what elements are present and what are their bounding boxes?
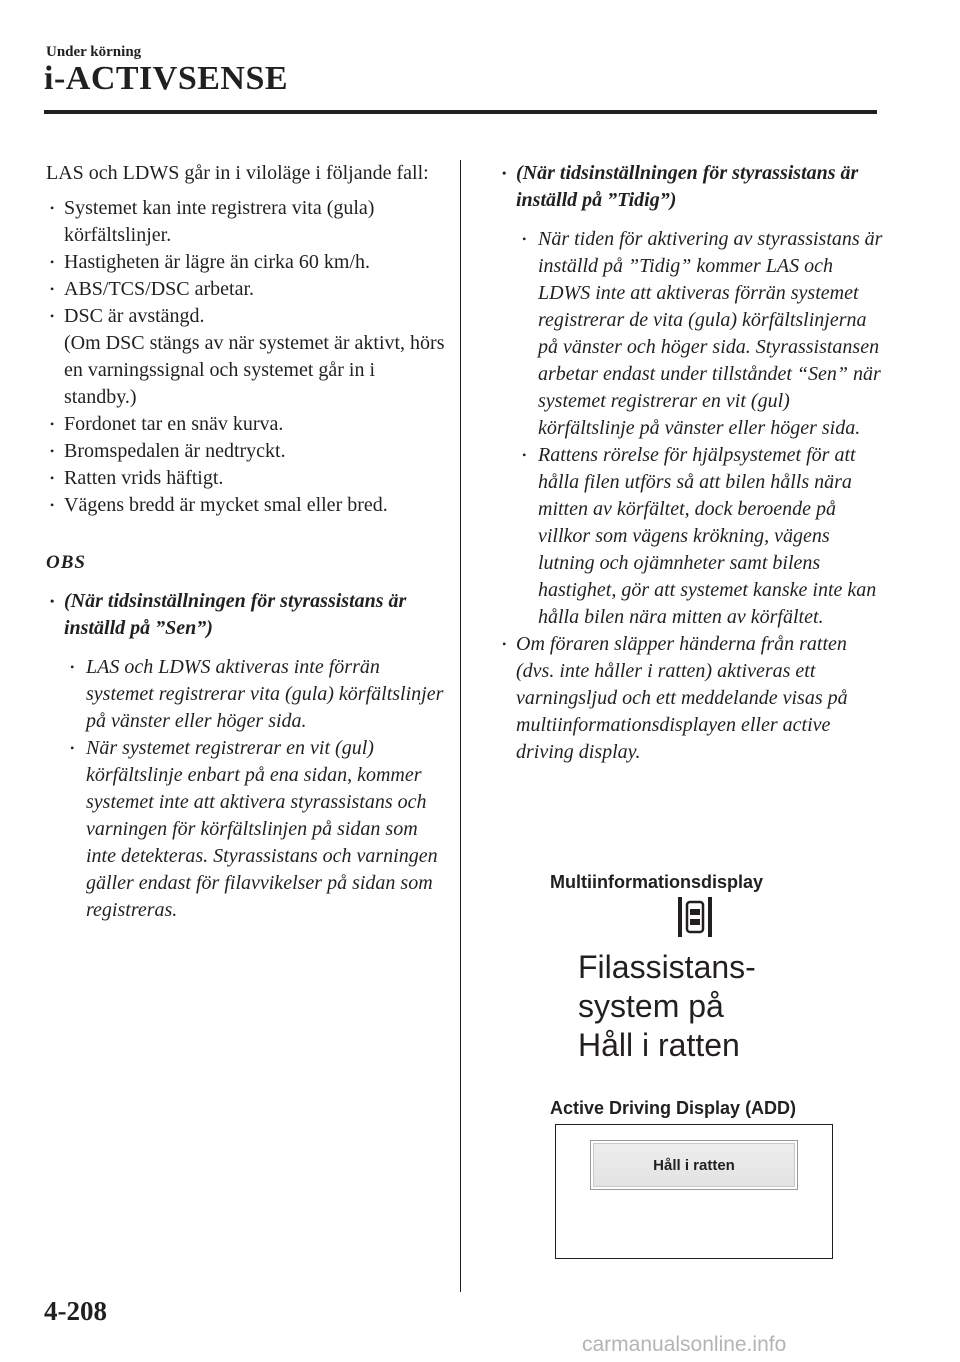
- list-item: • Vägens bredd är mycket smal eller bred.: [46, 492, 446, 519]
- list-item: • ABS/TCS/DSC arbetar.: [46, 276, 446, 303]
- mid-message: [578, 948, 756, 1065]
- list-item: • När tiden för aktivering av styrassistans är inställd på ”Tidig” kommer LAS och LDWS inte att aktiveras förrän systemet registrerar de vita (gula) körfältslinjerna på vänster och höger sida. Styrassistansen arbetar endast under tillståndet “Sen” när systemet registrerar en vit (gul) körfältslinje på vänster eller höger sida.: [518, 226, 883, 442]
- left-column: [46, 160, 446, 924]
- intro-text: LAS och LDWS går in i viloläge i följande fall:: [46, 162, 429, 184]
- list-item: • Hastigheten är lägre än cirka 60 km/h.: [46, 249, 446, 276]
- list-item: • När systemet registrerar en vit (gul) körfältslinje enbart på ena sidan, kommer systemet inte att aktivera styrassistans och varningen för körfältslinjen på sidan som inte detekteras. Styrassistans och varningen gäller endast för filavvikelser på sidan som registreras.: [66, 735, 446, 924]
- mid-message-line: system på: [578, 988, 724, 1024]
- obs-condition: • (När tidsinställningen för styrassistans är inställd på ”Sen”): [46, 588, 446, 642]
- page-title: i-ACTIVSENSE: [44, 60, 289, 97]
- list-item: • Bromspedalen är nedtryckt.: [46, 438, 446, 465]
- add-message: Håll i ratten: [590, 1140, 798, 1190]
- list-item: • Ratten vrids häftigt.: [46, 465, 446, 492]
- list-item: • Systemet kan inte registrera vita (gula) körfältslinjer.: [46, 195, 446, 249]
- right-condition: • (När tidsinställningen för styrassistans är inställd på ”Tidig”): [498, 160, 883, 214]
- obs-items-list: [66, 654, 446, 924]
- page-number: 4-208: [44, 1296, 107, 1326]
- list-item: • Rattens rörelse för hjälpsystemet för att hålla filen utförs så att bilen hålls nära mitten av körfältet, dock beroende på villkor som vägens krökning, vägens lutning och ojämnheter samt bilens hastighet, gör att systemet kanske inte kan hålla bilen nära mitten av körfältet.: [518, 442, 883, 631]
- hands-off-note: • Om föraren släpper händerna från ratten (dvs. inte håller i ratten) aktiveras ett varningsljud och ett meddelande visas på multiinformationsdisplayen eller active driving display.: [498, 631, 883, 766]
- section-label: Under körning: [46, 44, 142, 60]
- watermark: carmanualsonline.info: [582, 1333, 787, 1356]
- add-title: Active Driving Display (ADD): [550, 1098, 797, 1118]
- list-item: • LAS och LDWS aktiveras inte förrän systemet registrerar vita (gula) körfältslinjer på vänster eller höger sida.: [66, 654, 446, 735]
- lane-keep-icon: [677, 896, 713, 938]
- mid-message-line: Filassistans-: [578, 949, 756, 985]
- right-column: [498, 160, 883, 766]
- standby-conditions-list: [46, 195, 446, 519]
- list-item: • DSC är avstängd. (Om DSC stängs av när systemet är aktivt, hörs en varningssignal och systemet går in i standby.): [46, 303, 446, 411]
- mid-title: Multiinformationsdisplay: [550, 872, 764, 892]
- right-items-list: [518, 226, 883, 631]
- column-divider: [460, 160, 461, 1292]
- list-item: • Fordonet tar en snäv kurva.: [46, 411, 446, 438]
- header-rule: [44, 110, 877, 114]
- mid-message-line: Håll i ratten: [578, 1027, 740, 1063]
- obs-label: OBS: [46, 552, 86, 573]
